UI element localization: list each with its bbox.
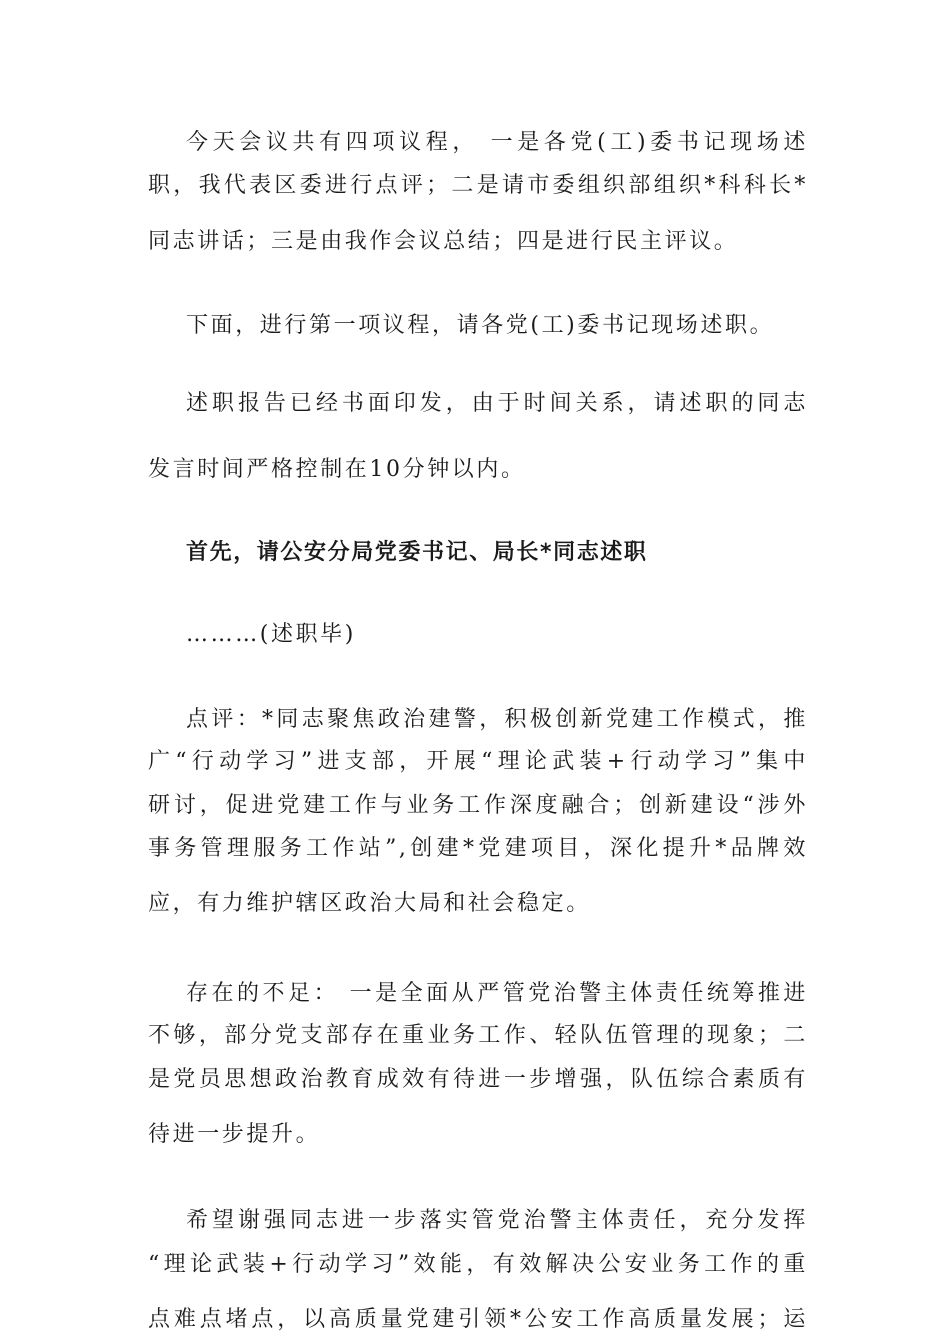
time-limit-line-1: 述职报告已经书面印发，由于时间关系，请述职的同志 [186, 391, 808, 416]
shortcomings-line-2: 不够，部分党支部存在重业务工作、轻队伍管理的现象；二 [148, 1023, 808, 1048]
shortcomings-line-4: 待进一步提升。 [148, 1122, 321, 1147]
hope-line-1: 希望谢强同志进一步落实管党治警主体责任，充分发挥 [186, 1208, 808, 1233]
comment-line-3: 研讨，促进党建工作与业务工作深度融合；创新建设“涉外 [148, 793, 808, 818]
shortcomings-line-1: 存在的不足： 一是全面从严管党治警主体责任统筹推进 [186, 981, 808, 1006]
first-speaker-heading: 首先，请公安分局党委书记、局长*同志述职 [186, 540, 648, 565]
shortcomings-line-3: 是党员思想政治教育成效有待进一步增强，队伍综合素质有 [148, 1067, 808, 1092]
comment-line-5: 应，有力维护辖区政治大局和社会稳定。 [148, 891, 591, 916]
hope-line-3: 点难点堵点，以高质量党建引领*公安工作高质量发展；运 [148, 1307, 808, 1332]
agenda-line-2: 职，我代表区委进行点评；二是请市委组织部组织*科科长* [148, 173, 808, 198]
first-item-line: 下面，进行第一项议程，请各党(工)委书记现场述职。 [186, 313, 775, 338]
agenda-line-1: 今天会议共有四项议程， 一是各党(工)委书记现场述 [186, 130, 808, 155]
agenda-line-3: 同志讲话；三是由我作会议总结；四是进行民主评议。 [148, 229, 739, 254]
speech-end-line: ………(述职毕) [186, 622, 356, 647]
time-limit-line-2: 发言时间严格控制在10分钟以内。 [148, 457, 526, 482]
comment-line-1: 点评：*同志聚焦政治建警，积极创新党建工作模式，推 [186, 707, 808, 732]
hope-line-2: “理论武装+行动学习”效能，有效解决公安业务工作的重 [148, 1252, 808, 1277]
comment-line-2: 广“行动学习”进支部，开展“理论武装+行动学习”集中 [148, 749, 808, 774]
comment-line-4: 事务管理服务工作站”,创建*党建项目，深化提升*品牌效 [148, 836, 808, 861]
